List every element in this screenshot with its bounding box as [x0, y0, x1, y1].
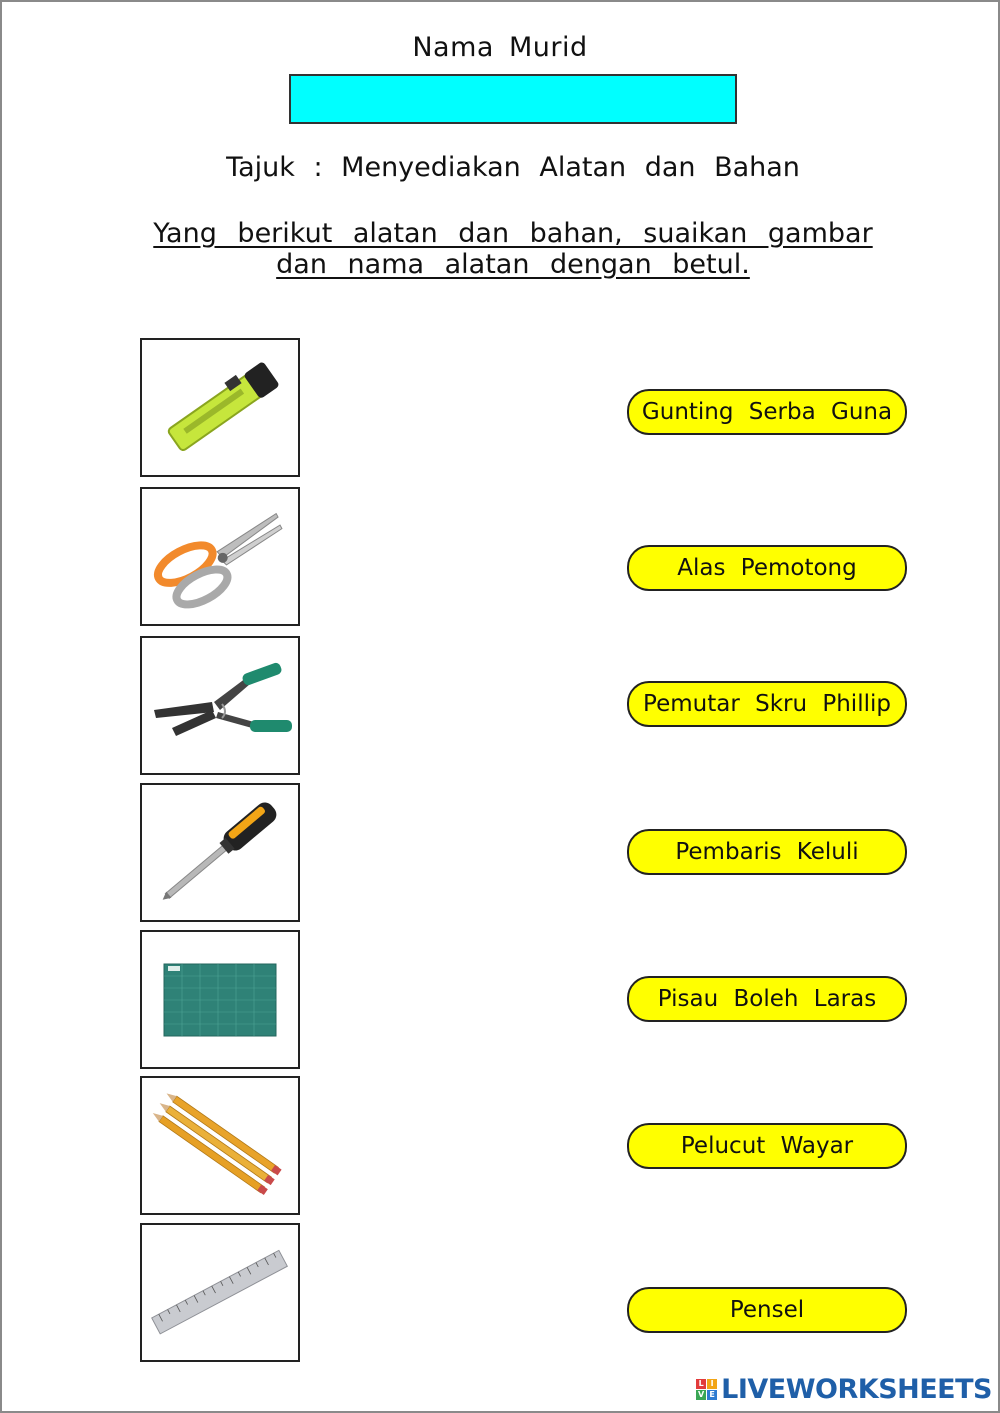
image-pencils[interactable]	[140, 1076, 300, 1215]
liveworksheets-logo-text: LIVEWORKSHEETS	[721, 1374, 992, 1405]
option-pelucut-wayar[interactable]: Pelucut Wayar	[627, 1123, 907, 1169]
liveworksheets-logo-icon: L I V E	[696, 1379, 717, 1400]
option-gunting-serba-guna[interactable]: Gunting Serba Guna	[627, 389, 907, 435]
image-screwdriver[interactable]	[140, 783, 300, 922]
student-name-input[interactable]	[289, 74, 737, 124]
option-pembaris-keluli[interactable]: Pembaris Keluli	[627, 829, 907, 875]
instruction-line-1: Yang berikut alatan dan bahan, suaikan gambar	[153, 218, 873, 249]
liveworksheets-logo[interactable]	[696, 1374, 992, 1405]
image-wire-stripper[interactable]	[140, 636, 300, 775]
option-pemutar-skru-phillip[interactable]: Pemutar Skru Phillip	[627, 681, 907, 727]
image-steel-ruler[interactable]	[140, 1223, 300, 1362]
option-pensel[interactable]: Pensel	[627, 1287, 907, 1333]
wire-stripper-icon	[142, 638, 298, 773]
image-utility-knife[interactable]	[140, 338, 300, 477]
option-alas-pemotong[interactable]: Alas Pemotong	[627, 545, 907, 591]
cutting-mat-icon	[142, 932, 298, 1067]
scissors-icon	[142, 489, 298, 624]
steel-ruler-icon	[142, 1225, 298, 1360]
instruction-line-2: dan nama alatan dengan betul.	[276, 249, 750, 280]
student-name-label: Nama Murid	[412, 32, 588, 63]
pencil-icon	[142, 1078, 298, 1213]
worksheet-title: Tajuk : Menyediakan Alatan dan Bahan	[226, 152, 800, 183]
utility-knife-icon	[142, 340, 298, 475]
image-cutting-mat[interactable]	[140, 930, 300, 1069]
option-pisau-boleh-laras[interactable]: Pisau Boleh Laras	[627, 976, 907, 1022]
screwdriver-icon	[142, 785, 298, 920]
image-scissors[interactable]	[140, 487, 300, 626]
